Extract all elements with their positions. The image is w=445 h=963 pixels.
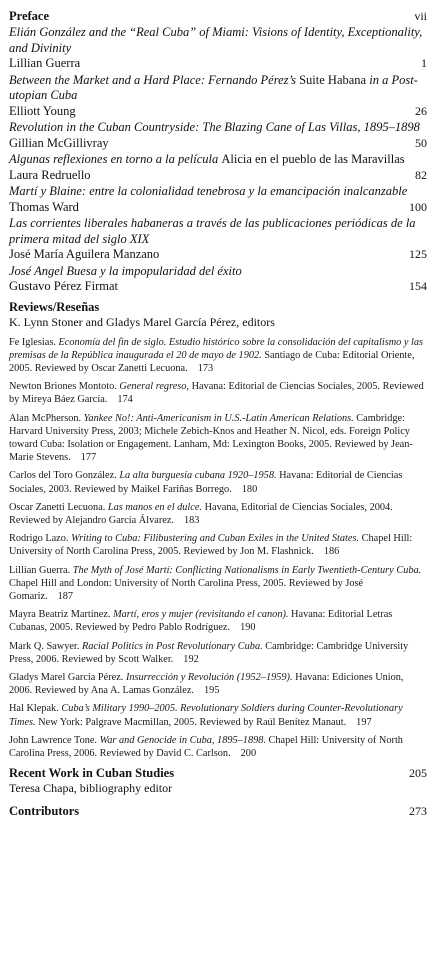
review-post: Havana: Ediciones Union, 2006. Reviewed by Ana A. Lamas González. (9, 671, 404, 697)
review-title: Cuba’s Military 1990–2005. Revolutionary Soldiers during Counter-Revolutionary Times. (9, 703, 403, 728)
article-page: 26 (415, 103, 427, 118)
article-title-plain: Alicia en el pueblo de las Maravillas (221, 152, 405, 166)
article-page: 82 (415, 167, 427, 182)
contributors-title: Contributors (9, 804, 80, 819)
review-title: General regreso (119, 381, 187, 393)
review-post: Cambridge: Harvard University Press, 2003; Michele Zebich-Knos and Heather N. Nicol, eds. Foreign Policy toward Cuba: Isolation or Engagement. Lanham, Md: Lexington Books, 2005. Reviewed by Jean-Marie Stevens. (9, 412, 413, 464)
review-post: New York: Palgrave Macmillan, 2005. Reviewed by Raúl Benítez Manaut. (35, 716, 347, 728)
review-entry (9, 608, 427, 634)
article-page: 50 (415, 135, 427, 150)
review-pre: Gladys Marel García Pérez. (9, 671, 126, 683)
preface-page: vii (414, 9, 427, 23)
review-page: 186 (323, 546, 340, 558)
review-entry (9, 469, 427, 495)
recent-work-editor: Teresa Chapa, bibliography editor (9, 781, 173, 796)
article-page: 154 (409, 279, 427, 293)
review-entry (9, 734, 427, 760)
article-title (9, 120, 427, 136)
review-title: Las manos en el dulce. (107, 501, 203, 513)
article-title-text: Elián González and the “Real Cuba” of Miami: Visions of Identity, Exceptionality, and Divinity (9, 25, 423, 55)
preface-entry (9, 8, 427, 24)
review-entry (9, 501, 427, 527)
article-page: 100 (409, 199, 427, 214)
article-author-line (9, 247, 427, 263)
contributors-page: 273 (409, 804, 427, 819)
review-page: 177 (80, 452, 97, 464)
review-page: 192 (183, 653, 199, 665)
article-entry (9, 152, 427, 183)
review-post: Havana: Editorial de Ciencias Sociales, 2003. Reviewed by Maikel Fariñas Borrego. (9, 470, 403, 495)
article-entry (9, 25, 427, 72)
review-title: Racial Politics in Post Revolutionary Cuba. (81, 640, 263, 652)
article-title (9, 152, 427, 168)
article-title-text: Between the Market and a Hard Place: Fernando Pérez’s (9, 72, 300, 87)
review-title: Insurrección y Revolución (1952–1959). (125, 671, 293, 683)
review-list (9, 336, 427, 761)
article-entry (9, 184, 427, 215)
article-entry (9, 216, 427, 263)
article-title-text: Martí y Blaine: entre la colonialidad tenebrosa y la emancipación inalcanzable (9, 184, 408, 198)
review-post: Havana: Editorial Letras Cubanas, 2005. Reviewed by Pedro Pablo Rodríguez. (9, 609, 393, 634)
review-post: Chapel Hill: University of North Carolina Press, 2005. Reviewed by Jon M. Flashnick. (9, 533, 413, 558)
review-pre: Oscar Zanetti Lecuona. (9, 501, 108, 513)
review-title: Writing to Cuba: Filibustering and Cuban Exiles in the United States. (71, 533, 360, 545)
review-pre: Alan McPherson. (9, 412, 84, 424)
article-title-text: Algunas reflexiones en torno a la película (9, 152, 222, 166)
table-of-contents (9, 8, 427, 819)
review-entry (9, 671, 427, 697)
article-author: José María Aguilera Manzano (9, 247, 160, 261)
article-author: Gillian McGillivray (9, 135, 109, 150)
article-author: Elliott Young (9, 103, 76, 118)
review-post: Havana, Editorial de Ciencias Sociales, 2004. Reviewed by Alejandro García Álvarez. (9, 501, 393, 526)
article-title (9, 73, 427, 104)
review-pre: Carlos del Toro González. (9, 470, 120, 482)
article-title-plain: Suite Habana (299, 72, 367, 87)
review-page: 187 (57, 590, 74, 602)
review-pre: Rodrigo Lazo. (9, 533, 72, 545)
review-page: 195 (204, 685, 220, 697)
review-pre: John Lawrence Tone. (9, 734, 100, 746)
review-pre: Mayra Beatriz Martínez. (9, 609, 114, 621)
preface-title: Preface (9, 9, 50, 23)
article-author-line (9, 279, 427, 295)
article-author: Gustavo Pérez Firmat (9, 279, 119, 293)
review-entry (9, 640, 427, 666)
article-author-line (9, 104, 427, 120)
article-title (9, 184, 427, 200)
review-title: The Myth of José Martí: Conflicting Nationalisms in Early Twentieth-Century Cuba. (72, 564, 422, 576)
article-entry (9, 264, 427, 295)
article-author: Thomas Ward (9, 199, 79, 214)
review-page: 190 (240, 622, 256, 634)
recent-work-entry (9, 765, 427, 781)
review-page: 197 (356, 716, 372, 728)
review-title: War and Genocide in Cuba, 1895–1898. (99, 734, 266, 746)
review-title: Yankee No!: Anti-Americanism in U.S.-Latin American Relations. (83, 412, 354, 424)
review-page: 173 (197, 362, 214, 374)
recent-work-page: 205 (409, 766, 427, 781)
article-title (9, 264, 427, 280)
review-page: 174 (117, 394, 133, 406)
review-post: Chapel Hill: University of North Carolina Press, 2006. Reviewed by David C. Carlson. (9, 734, 403, 759)
reviews-title: Reviews/Reseñas (9, 299, 100, 314)
review-title: Martí, eros y mujer (revisitando el canon). (113, 609, 289, 621)
review-post: Santiago de Cuba: Editorial Oriente, 2005. Reviewed by Oscar Zanetti Lecuona. (9, 349, 415, 374)
review-pre: Newton Briones Montoto. (9, 381, 120, 393)
article-author-line (9, 200, 427, 216)
reviews-editors: K. Lynn Stoner and Gladys Marel García Pérez, editors (9, 314, 275, 329)
review-entry (9, 702, 427, 728)
article-title-rest: in a Post-utopian Cuba (9, 72, 418, 102)
review-pre: Fe Iglesias. (9, 336, 59, 348)
review-pre: Lillian Guerra. (9, 564, 73, 576)
review-post: , Havana: Editorial de Ciencias Sociales, 2005. Reviewed by Mireya Báez García. (9, 381, 424, 406)
article-author: Lillian Guerra (9, 56, 81, 70)
review-title: Economía del fin de siglo. Estudio histórico sobre la consolidación del capitalismo y las premisas de la República inaugurada el 20 de mayo de 1902. (9, 336, 424, 361)
article-page: 1 (421, 56, 427, 70)
article-author-line (9, 136, 427, 152)
article-entry (9, 73, 427, 120)
review-post: Chapel Hill and London: University of North Carolina Press, 2005. Reviewed by José Gomariz. (9, 577, 364, 602)
article-author-line (9, 56, 427, 72)
review-post: Cambridge: Cambridge University Press, 2006. Reviewed by Scott Walker. (9, 640, 409, 665)
review-pre: Hal Klepak. (9, 703, 62, 715)
review-entry (9, 564, 427, 604)
article-title-text: Las corrientes liberales habaneras a través de las publicaciones periódicas de la primera mitad del siglo XIX (9, 216, 416, 246)
review-entry (9, 532, 427, 558)
article-author-line (9, 168, 427, 184)
review-page: 183 (183, 514, 200, 526)
article-list (9, 25, 427, 295)
article-title-text: Revolution in the Cuban Countryside: The Blazing Cane of Las Villas, 1895–1898 (9, 120, 420, 134)
review-page: 180 (241, 483, 258, 495)
article-title-text: José Angel Buesa y la impopularidad del éxito (9, 263, 242, 278)
review-entry (9, 380, 427, 406)
article-page: 125 (409, 247, 427, 261)
article-author: Laura Redruello (9, 167, 91, 182)
recent-work-title: Recent Work in Cuban Studies (9, 766, 175, 781)
review-entry (9, 336, 427, 376)
review-page: 200 (240, 747, 257, 759)
review-entry (9, 412, 427, 465)
article-title (9, 25, 427, 56)
contributors-entry (9, 803, 427, 819)
article-title (9, 216, 427, 247)
review-title: La alta burguesía cubana 1920–1958. (119, 470, 277, 482)
review-pre: Mark Q. Sawyer. (9, 640, 82, 652)
article-entry (9, 120, 427, 151)
